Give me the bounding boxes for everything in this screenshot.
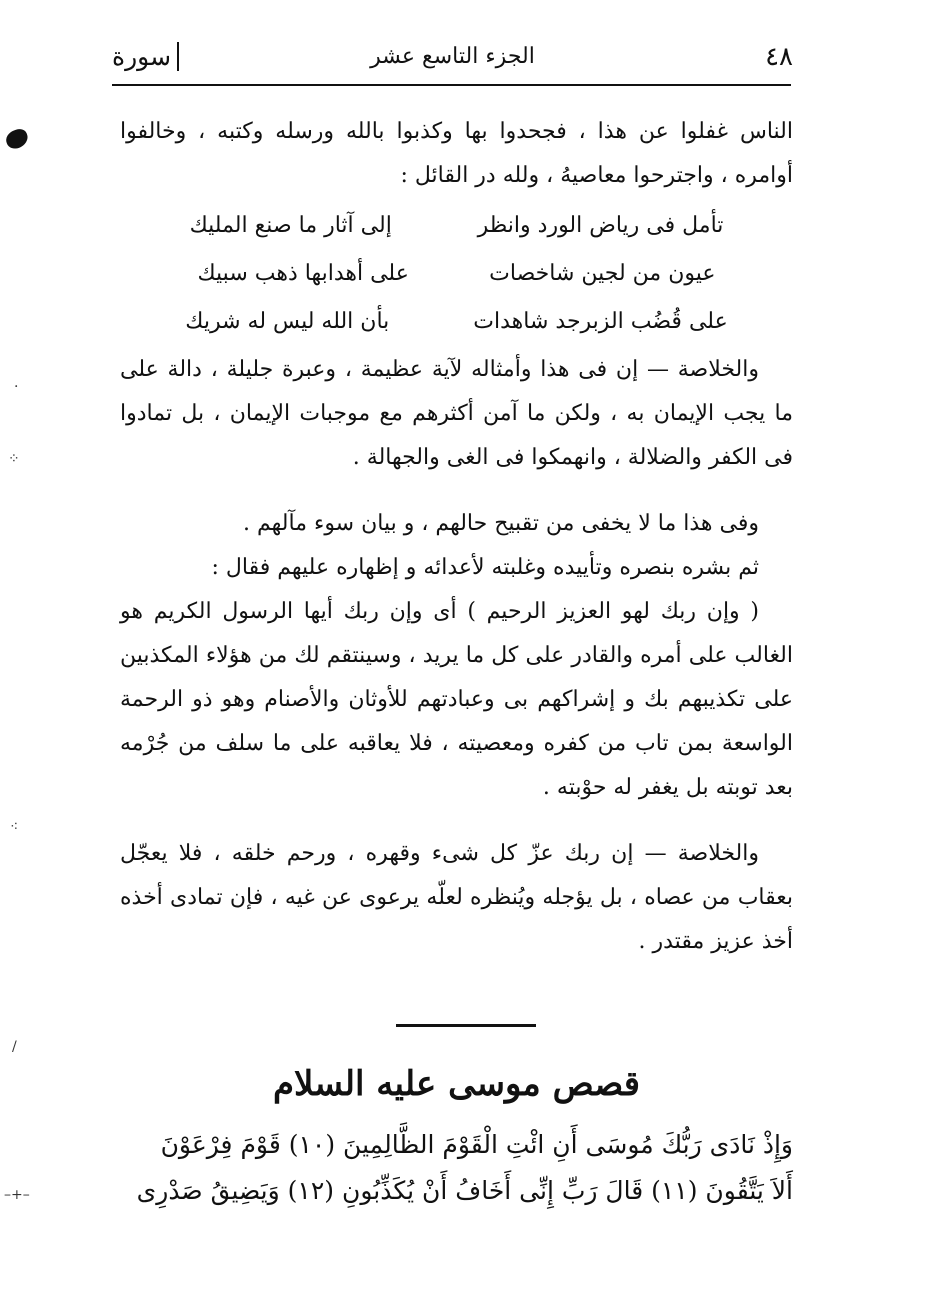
margin-speck: ⁘ <box>8 451 20 467</box>
paragraph-summary-second: والخلاصة — إن ربك عزّ كل شىء وقهره ، ورحم خلقه ، فلا يعجّل بعقاب من عصاه ، بل يؤجله ويُنظره لعلّه يرعوى عن غيه ، فإن تمادى أخذه أخذ عزيز مقتدر . <box>120 841 793 954</box>
verse-first-hemistich: على قُضُب الزبرجد شاهدات <box>473 309 728 334</box>
page-number: ٤٨ <box>765 42 793 72</box>
commentary-text <box>120 110 793 964</box>
margin-speck: –+– <box>4 1187 30 1203</box>
paragraph-summary: والخلاصة — إن فى هذا وأمثاله لآية عظيمة ، وعبرة جليلة ، دالة على ما يجب الإيمان به ، ولكن ما آمن أكثرهم مع موجبات الإيمان ، بل تمادوا فى الكفر والضلالة ، وانهمكوا فى الغى والجهالة . <box>120 357 793 470</box>
poem-verse <box>120 250 793 298</box>
verse-second-hemistich: على أهدابها ذهب سبيك <box>197 261 409 286</box>
verse-first-hemistich: تأمل فى رياض الورد وانظر <box>477 213 724 238</box>
poem-verse <box>120 298 793 346</box>
paragraph-intro: الناس غفلوا عن هذا ، فجحدوا بها وكذبوا بالله ورسله وكتبه ، وخالفوا أوامره ، واجترحوا معاصيهُ ، ولله در القائل : <box>120 119 793 188</box>
margin-speck: ⁖ <box>10 819 19 835</box>
paragraph-verse-commentary: ( وإن ربك لهو العزيز الرحيم ) أى وإن ربك أيها الرسول الكريم هو الغالب على أمره والقادر على كل ما يريد ، وسينتقم لك من هؤلاء المكذبين على تكذيبهم بك و إشراكهم بى وعبادتهم للأوثان والأصنام وهو ذو الرحمة الواسعة بمن تاب من كفره ومعصيته ، فلا يعاقبه على ما سلف من جُرْمه بعد توبته بل يغفر له حوْبته . <box>120 599 793 800</box>
part-title: الجزء التاسع عشر <box>370 44 535 69</box>
quran-line: أَلاَ يَتَّقُونَ (١١) قَالَ رَبِّ إِنِّى أَخَافُ أَنْ يُكَذِّبُونِ (١٢) وَيَضِيقُ صَدْرِى <box>136 1176 793 1205</box>
quran-line: وَإِذْ نَادَى رَبُّكَ مُوسَى أَنِ ائْتِ الْقَوْمَ الظَّالِمِينَ (١٠) قَوْمَ فِرْعَوْنَ <box>160 1130 793 1159</box>
paragraph-note: وفى هذا ما لا يخفى من تقبيح حالهم ، و بيان سوء مآلهم . <box>243 511 759 536</box>
poem-verse <box>120 202 793 250</box>
quran-verses <box>120 1122 793 1214</box>
poem <box>120 202 793 346</box>
verse-second-hemistich: إلى آثار ما صنع المليك <box>189 213 392 238</box>
header-rule <box>112 84 791 86</box>
verse-second-hemistich: بأن الله ليس له شريك <box>185 309 390 334</box>
surah-label: سورة <box>112 42 179 71</box>
section-title: قصص موسى عليه السلام <box>272 1064 640 1104</box>
paragraph-glad-tidings: ثم بشره بنصره وتأييده وغلبته لأعدائه و إظهاره عليهم فقال : <box>211 555 759 580</box>
ink-blot <box>4 127 31 151</box>
section-divider <box>396 1024 536 1027</box>
margin-speck: / <box>12 1039 17 1055</box>
verse-first-hemistich: عيون من لجين شاخصات <box>489 261 716 286</box>
margin-speck: · <box>14 379 19 395</box>
page-header <box>112 38 793 82</box>
